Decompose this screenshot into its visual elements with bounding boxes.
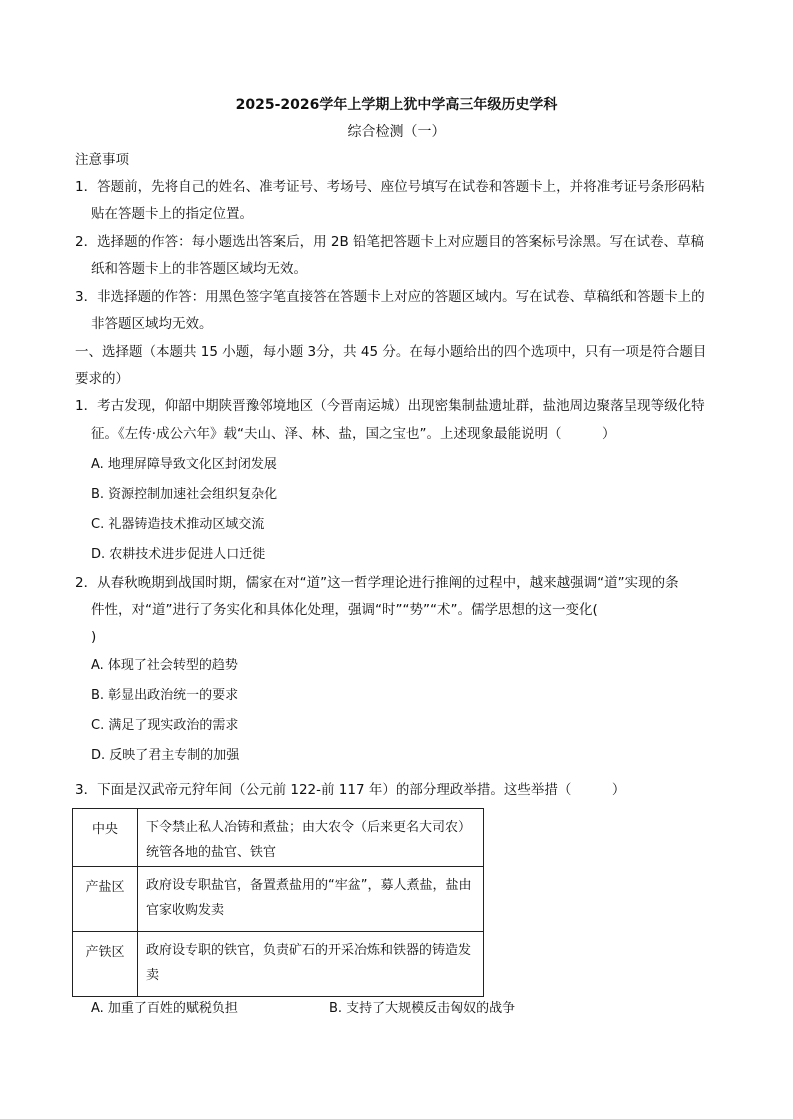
- question-1-option-c: C. 礼器铸造技术推动区域交流: [91, 517, 265, 532]
- table-row-key: 产铁区: [73, 931, 138, 996]
- table-row: [73, 931, 484, 996]
- question-3-option-b: B. 支持了大规模反击匈奴的战争: [329, 1001, 516, 1016]
- question-2-stem-end: ): [91, 629, 97, 645]
- question-1-stem: 1．考古发现，仰韶中期陕晋豫邻境地区（今晋南运城）出现密集制盐遗址群，盐池周边聚落呈现等级化特: [75, 398, 705, 414]
- table-row: [73, 866, 484, 931]
- table-row-value: 下令禁止私人冶铸和煮盐；由大农令（后来更名大司农）统管各地的盐官、铁官: [138, 809, 484, 867]
- table-row: [73, 809, 484, 867]
- exam-title: 2025-2026学年上学期上犹中学高三年级历史学科: [235, 97, 558, 113]
- notice-line: 2．选择题的作答：每小题选出答案后，用 2B 铅笔把答题卡上对应题目的答案标号涂黑。写在试卷、草稿: [75, 234, 705, 250]
- section-heading: 一、选择题（本题共 15 小题，每小题 3分，共 45 分。在每小题给出的四个选项中，只有一项是符合题目: [75, 344, 707, 360]
- question-1-option-d: D. 农耕技术进步促进人口迁徙: [91, 547, 266, 562]
- table-row-value: 政府设专职的铁官，负责矿石的开采冶炼和铁器的铸造发卖: [138, 931, 484, 996]
- table-row-key: 产盐区: [73, 866, 138, 931]
- notice-line: 3．非选择题的作答：用黑色签字笔直接答在答题卡上对应的答题区域内。写在试卷、草稿纸和答题卡上的: [75, 289, 705, 305]
- table-row-key: 中央: [73, 809, 138, 867]
- question-2-option-c: C. 满足了现实政治的需求: [91, 718, 239, 733]
- question-3-option-a: A. 加重了百姓的赋税负担: [91, 1001, 238, 1016]
- notice-heading: 注意事项: [75, 152, 129, 168]
- question-2-option-b: B. 彰显出政治统一的要求: [91, 688, 239, 703]
- notice-line: 纸和答题卡上的非答题区域均无效。: [91, 261, 307, 277]
- question-2-option-a: A. 体现了社会转型的趋势: [91, 658, 238, 673]
- question-1-option-b: B. 资源控制加速社会组织复杂化: [91, 487, 278, 502]
- question-2-option-d: D. 反映了君主专制的加强: [91, 748, 240, 763]
- notice-line: 1．答题前，先将自己的姓名、准考证号、考场号、座位号填写在试卷和答题卡上，并将准考证号条形码粘: [75, 179, 705, 195]
- question-1-option-a: A. 地理屏障导致文化区封闭发展: [91, 457, 277, 472]
- notice-line: 非答题区域均无效。: [91, 316, 213, 332]
- section-heading-cont: 要求的）: [75, 371, 129, 387]
- question-3-table: [72, 808, 484, 997]
- question-2-stem-cont: 件性，对“道”进行了务实化和具体化处理，强调“时”“势”“术”。儒学思想的这一变化(: [91, 602, 598, 618]
- exam-subtitle: 综合检测（一）: [347, 124, 446, 140]
- notice-line: 贴在答题卡上的指定位置。: [91, 206, 253, 222]
- table-row-value: 政府设专职盐官，备置煮盐用的“牢盆”，募人煮盐，盐由官家收购发卖: [138, 866, 484, 931]
- question-1-stem-cont: 征。《左传·成公六年》载“夫山、泽、林、盐，国之宝也”。上述现象最能说明（ ）: [91, 426, 616, 442]
- question-2-stem: 2．从春秋晚期到战国时期，儒家在对“道”这一哲学理论进行推阐的过程中，越来越强调“道”实现的条: [75, 575, 679, 591]
- question-3-stem: 3．下面是汉武帝元狩年间（公元前 122-前 117 年）的部分理政举措。这些举措（ ）: [75, 782, 626, 798]
